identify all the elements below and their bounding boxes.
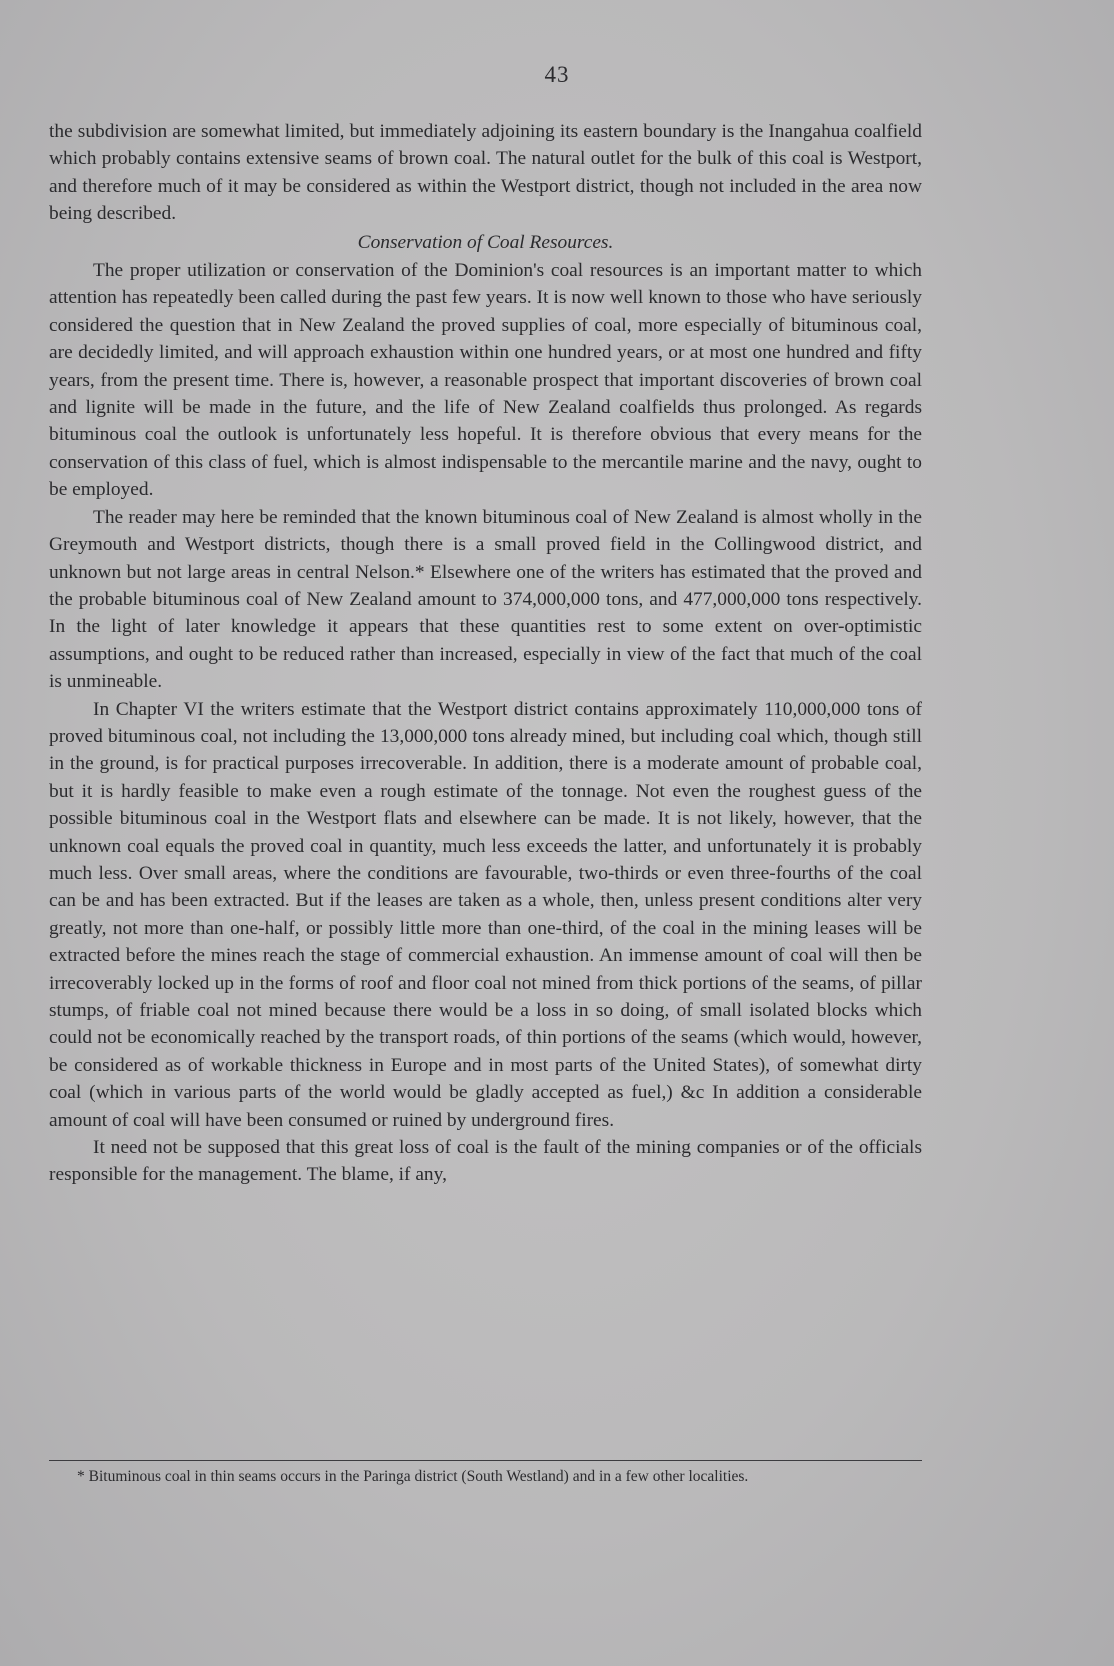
paragraph: The reader may here be reminded that the known bituminous coal of New Zealand is almost wholly in the Greymouth and Westport districts, though there is a small proved field in the Collingwood district, and unknown but not large areas in central Nelson.* Elsewhere one of the writers has estimated that the proved and the probable bituminous coal of New Zealand amount to 374,000,000 tons, and 477,000,000 tons respectively. In the light of later knowledge it appears that these quantities rest to some extent on over-optimistic assumptions, and ought to be reduced rather than increased, especially in view of the fact that much of the coal is unmineable. (49, 506, 922, 693)
footnote: * Bituminous coal in thin seams occurs in the Paringa district (South Westland) and in a few other localities. (77, 1468, 749, 1485)
body-text (49, 118, 922, 1189)
paragraph-continued: the subdivision are somewhat limited, but immediately adjoining its eastern boundary is the Inangahua coalfield which probably contains extensive seams of brown coal. The natural outlet for the bulk of this coal is Westport, and therefore much of it may be considered as within the Westport district, though not included in the area now being described. (49, 121, 922, 225)
footnote-divider (49, 1460, 922, 1461)
paragraph: It need not be supposed that this great loss of coal is the fault of the mining companies or of the officials responsible for the management. The blame, if any, (49, 1137, 922, 1186)
paragraph: In Chapter VI the writers estimate that the Westport district contains approximately 110,000,000 tons of proved bituminous coal, not including the 13,000,000 tons already mined, but including coal which, though still in the ground, is for practical purposes irrecoverable. In addition, there is a moderate amount of probable coal, but it is hardly feasible to make even a rough estimate of the tonnage. Not even the roughest guess of the possible bituminous coal in the Westport flats and elsewhere can be made. It is not likely, however, that the unknown coal equals the proved coal in quantity, much less exceeds the latter, and unfortunately it is probably much less. Over small areas, where the conditions are favourable, two-thirds or even three-fourths of the coal can be and has been extracted. But if the leases are taken as a whole, then, unless present conditions alter very greatly, not more than one-half, or possibly little more than one-third, of the coal in the mining leases will be extracted before the mines reach the stage of commercial exhaustion. An immense amount of coal will then be irrecoverably locked up in the forms of roof and floor coal not mined from thick portions of the seams, of pillar stumps, of friable coal not mined because there would be a loss in so doing, of small isolated blocks which could not be economically reached by the transport roads, of thin portions of the seams (which would, however, be considered as of workable thickness in Europe and in most parts of the United States), of somewhat dirty coal (which in various parts of the world would be gladly accepted as fuel,) &c In addition a considerable amount of coal will have been consumed or ruined by underground fires. (49, 698, 922, 1131)
paragraph: The proper utilization or conservation of the Dominion's coal resources is an important matter to which attention has repeatedly been called during the past few years. It is now well known to those who have seriously considered the question that in New Zealand the proved supplies of coal, more especially of bituminous coal, are decidedly limited, and will approach exhaustion within one hundred years, or at most one hundred and fifty years, from the present time. There is, however, a reasonable prospect that important discoveries of brown coal and lignite will be made in the future, and the life of New Zealand coalfields thus prolonged. As regards bituminous coal the outlook is unfortunately less hopeful. It is therefore obvious that every means for the conservation of this class of fuel, which is almost indispensable to the mercantile marine and the navy, ought to be employed. (49, 260, 922, 501)
section-heading: Conservation of Coal Resources. (357, 231, 614, 253)
page-number: 43 (544, 62, 570, 87)
